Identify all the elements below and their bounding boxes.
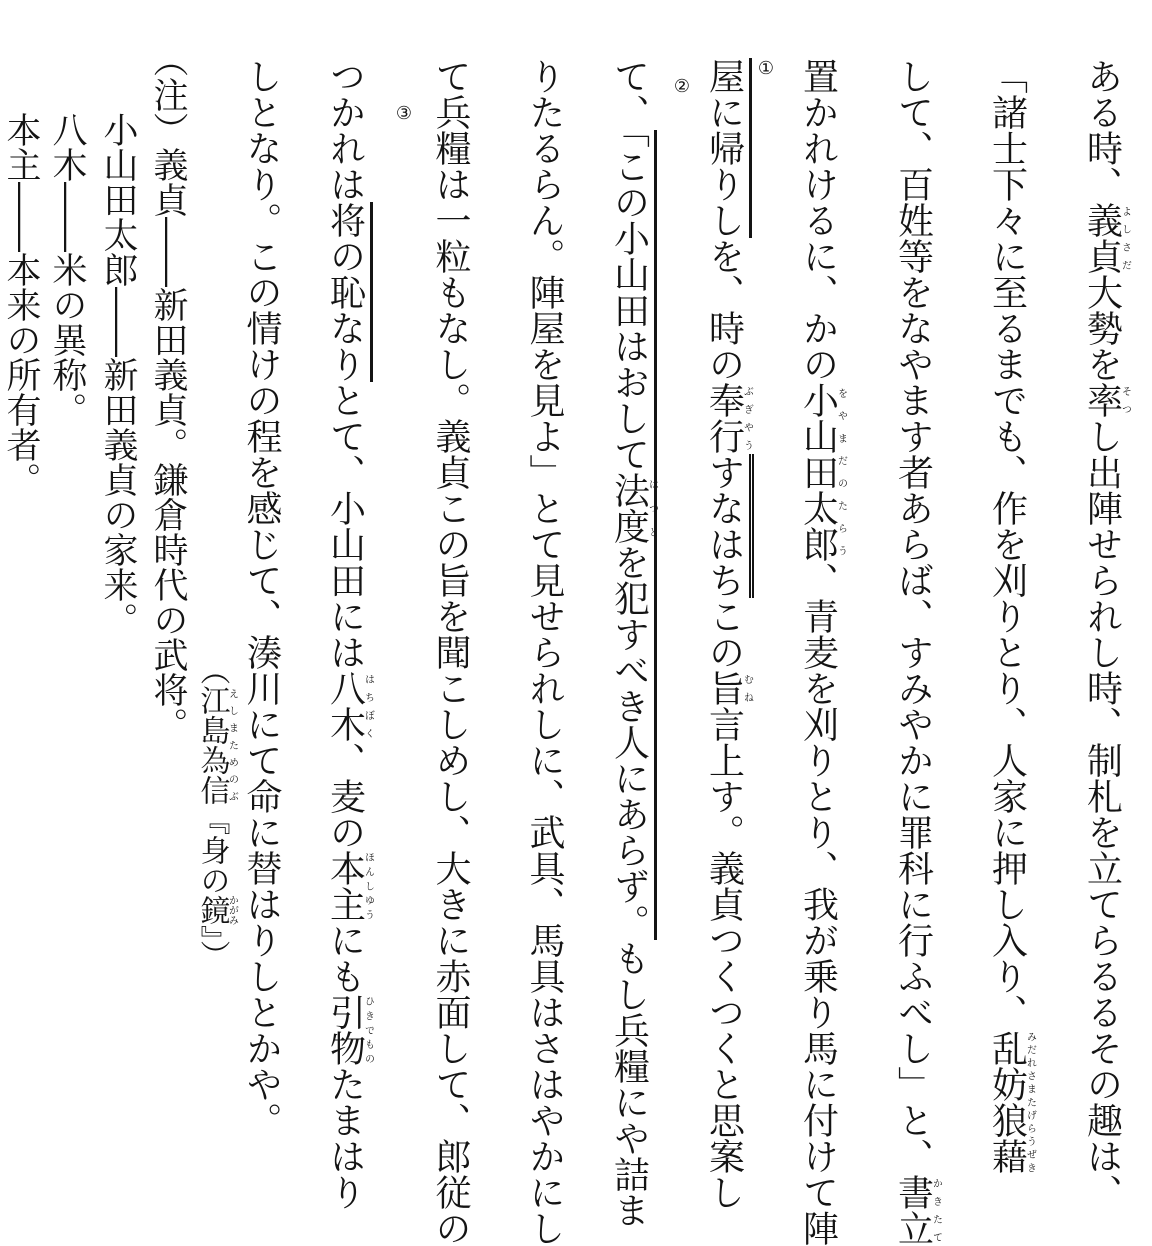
passage-line-3: して、百姓等をなやます者あらば、すみやかに罪科に行ふべし」と、書立かきたて [892, 58, 942, 1246]
ruby-kakitate: 書立かきたて [892, 1174, 942, 1246]
note-2: 小山田太郎――新田義貞の家来。 [98, 112, 138, 637]
passage-line-8: て兵糧は一粒もなし。義貞この旨を聞こしめし、大きに赤面して、郎従の [430, 58, 471, 1246]
ruby-mune: 旨むね [703, 670, 753, 706]
note-1: （注）義貞――新田義貞。鎌倉時代の武将。 [148, 42, 188, 742]
ruby-hikidemono: 引物ひきでもの [324, 994, 374, 1066]
passage-line-5: 屋に帰りしを、時の奉行ぶぎやうすなはちこの旨むね言上す。義貞つくつくと思案し [703, 58, 753, 1210]
passage-line-6: て、「この小山田はおして法度はつとを犯すべき人にあらず。もし兵糧にや詰ま [608, 58, 658, 1228]
underline-3: 将の恥なり [325, 202, 373, 382]
ruby-honshuu: 本主ほんしゆう [324, 850, 374, 922]
ruby-eshima-tamenobu: 江島為信えしまためのぶ [194, 685, 238, 805]
source-citation: （江島為信えしまためのぶ『身の鏡かがみ』） [194, 655, 238, 970]
ruby-sotsu: 率そつ [1081, 382, 1131, 418]
marker-1: ① [757, 58, 774, 79]
ruby-hatto: 法度はつと [608, 472, 658, 544]
marker-2: ② [673, 76, 690, 97]
ruby-ranbou-rouzeki: 乱妨狼藉みだれさまたげらうぜき [986, 1030, 1036, 1174]
passage-line-10: しとなり。この情けの程を感じて、湊川にて命に替はりしとかや。 [241, 58, 282, 1138]
note-4: 本主――本来の所有者。 [1, 112, 41, 497]
ruby-bugyou: 奉行ぶぎやう [703, 382, 753, 454]
passage-line-9: つかれは将の恥なりとて、小山田には八木はちぼく、麦の本主ほんしゆうにも引物ひきでものたまはり [324, 58, 374, 1210]
underline-2: 「この小山田はおして法度はつとを犯すべき人にあらず。 [608, 130, 658, 940]
ruby-yoshisada: 義貞よしさだ [1081, 202, 1131, 274]
marker-3: ③ [395, 103, 412, 124]
ruby-hachiboku: 八木はちぼく [324, 670, 374, 742]
passage-line-4: 置かれけるに、かの小山田太郎をやまだのたらう、青麦を刈りとり、我が乗り馬に付けて陣 [797, 58, 847, 1246]
passage-line-2: 「諸士下々に至るまでも、作を刈りとり、人家に押し入り、乱妨狼藉みだれさまたげらうぜき [986, 58, 1036, 1174]
ruby-kagami: 鏡かがみ [194, 895, 238, 925]
note-3: 八木――米の異称。 [47, 112, 87, 427]
passage-line-7: りたるらん。陣屋を見よ」とて見せられしに、武具、馬具はさはやかにし [524, 58, 565, 1246]
double-underline-sunawachi: すなはち [704, 454, 754, 598]
passage-line-1: ある時、義貞よしさだ大勢を率そつし出陣せられし時、制札を立てらるるその趣は、 [1081, 58, 1131, 1210]
underline-1: 屋に帰りし [704, 58, 752, 238]
ruby-oyamada-tarou: 小山田太郎をやまだのたらう [797, 382, 847, 562]
